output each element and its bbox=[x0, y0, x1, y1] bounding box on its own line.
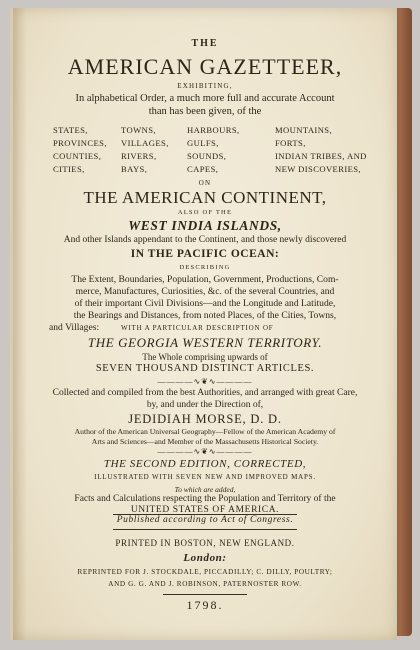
ornament-divider: ————∿❦∿———— bbox=[157, 447, 253, 456]
describing-line-2: merce, Manufactures, Curiosities, &c. of the several Countries, and bbox=[75, 286, 335, 297]
place-type: HARBOURS, bbox=[187, 125, 240, 135]
place-type: NEW DISCOVERIES, bbox=[275, 164, 361, 174]
subtitle-line-2: than has been given, of the bbox=[148, 106, 262, 117]
describing-line-4: the Bearings and Distances, from noted Places, of the Cities, Towns, bbox=[73, 310, 337, 321]
place-type: VILLAGES, bbox=[121, 138, 169, 148]
congress-line: Published according to Act of Congress. bbox=[116, 515, 294, 525]
place-type: INDIAN TRIBES, AND bbox=[275, 151, 367, 161]
reprinted-line-2: AND G. G. AND J. ROBINSON, PATERNOSTER ROW. bbox=[108, 580, 302, 588]
author-role-1: Author of the American Universal Geography—Fellow of the American Academy of bbox=[74, 427, 336, 436]
islands-line: And other Islands appendant to the Continent, and those newly discovered bbox=[63, 235, 347, 245]
place-type: RIVERS, bbox=[121, 151, 157, 161]
reprinted-line-1: REPRINTED FOR J. STOCKDALE, PICCADILLY; C. DILLY, POULTRY; bbox=[77, 568, 333, 576]
particular-label: WITH A PARTICULAR DESCRIPTION OF bbox=[121, 324, 274, 332]
describing-line-5: and Villages: bbox=[49, 322, 100, 333]
comprising-line: The Whole comprising upwards of bbox=[142, 352, 268, 362]
facts-line: Facts and Calculations respecting the Population and Territory of the bbox=[74, 494, 336, 504]
describing-label: DESCRIBING bbox=[179, 264, 231, 271]
articles-line: SEVEN THOUSAND DISTINCT ARTICLES. bbox=[95, 363, 315, 374]
author-role-2: Arts and Sciences—and Member of the Massachusetts Historical Society. bbox=[91, 437, 319, 446]
london-line: London: bbox=[183, 552, 227, 564]
maps-line: ILLUSTRATED WITH SEVEN NEW AND IMPROVED MAPS. bbox=[94, 473, 316, 481]
publication-year: 1798. bbox=[186, 598, 224, 612]
place-type: STATES, bbox=[53, 125, 88, 135]
place-type: CITIES, bbox=[53, 164, 85, 174]
place-types-list bbox=[13, 124, 420, 176]
describing-line-3: of their important Civil Divisions—and the Longitude and Latitude, bbox=[74, 298, 336, 309]
compiled-line-2: by, and under the Direction of, bbox=[146, 400, 264, 410]
exhibiting-label: EXHIBITING, bbox=[177, 82, 233, 90]
on-label: ON bbox=[198, 179, 212, 187]
added-line: To which are added, bbox=[174, 485, 236, 494]
place-type: CAPES, bbox=[187, 164, 219, 174]
book-title: AMERICAN GAZETTEER, bbox=[67, 54, 343, 79]
place-type: BAYS, bbox=[121, 164, 148, 174]
imprint-rule bbox=[163, 594, 247, 595]
compiled-line-1: Collected and compiled from the best Authorities, and arranged with great Care, bbox=[52, 388, 358, 398]
usa-line: UNITED STATES OF AMERICA. bbox=[130, 505, 280, 515]
place-type: SOUNDS, bbox=[187, 151, 227, 161]
georgia-heading: THE GEORGIA WESTERN TERRITORY. bbox=[87, 335, 323, 350]
west-india-heading: WEST INDIA ISLANDS, bbox=[128, 218, 282, 233]
place-type: COUNTIES, bbox=[53, 151, 102, 161]
pacific-heading: IN THE PACIFIC OCEAN: bbox=[130, 248, 280, 260]
describing-line-1: The Extent, Boundaries, Population, Government, Productions, Com- bbox=[71, 274, 339, 285]
place-type: GULFS, bbox=[187, 138, 219, 148]
title-page bbox=[10, 8, 397, 640]
edition-title: THE SECOND EDITION, CORRECTED, bbox=[103, 458, 307, 470]
place-type: MOUNTAINS, bbox=[275, 125, 333, 135]
subtitle-line-1: In alphabetical Order, a much more full and accurate Account bbox=[75, 93, 335, 104]
ornament-divider: ————∿❦∿———— bbox=[157, 377, 253, 386]
place-type: TOWNS, bbox=[121, 125, 156, 135]
also-label: ALSO OF THE bbox=[177, 209, 233, 216]
place-type: PROVINCES, bbox=[53, 138, 107, 148]
boston-line: PRINTED IN BOSTON, NEW ENGLAND. bbox=[115, 538, 295, 548]
place-type: FORTS, bbox=[275, 138, 306, 148]
continent-heading: THE AMERICAN CONTINENT, bbox=[83, 188, 327, 207]
author-name: JEDIDIAH MORSE, D. D. bbox=[128, 412, 282, 426]
title-the: THE bbox=[191, 38, 219, 49]
